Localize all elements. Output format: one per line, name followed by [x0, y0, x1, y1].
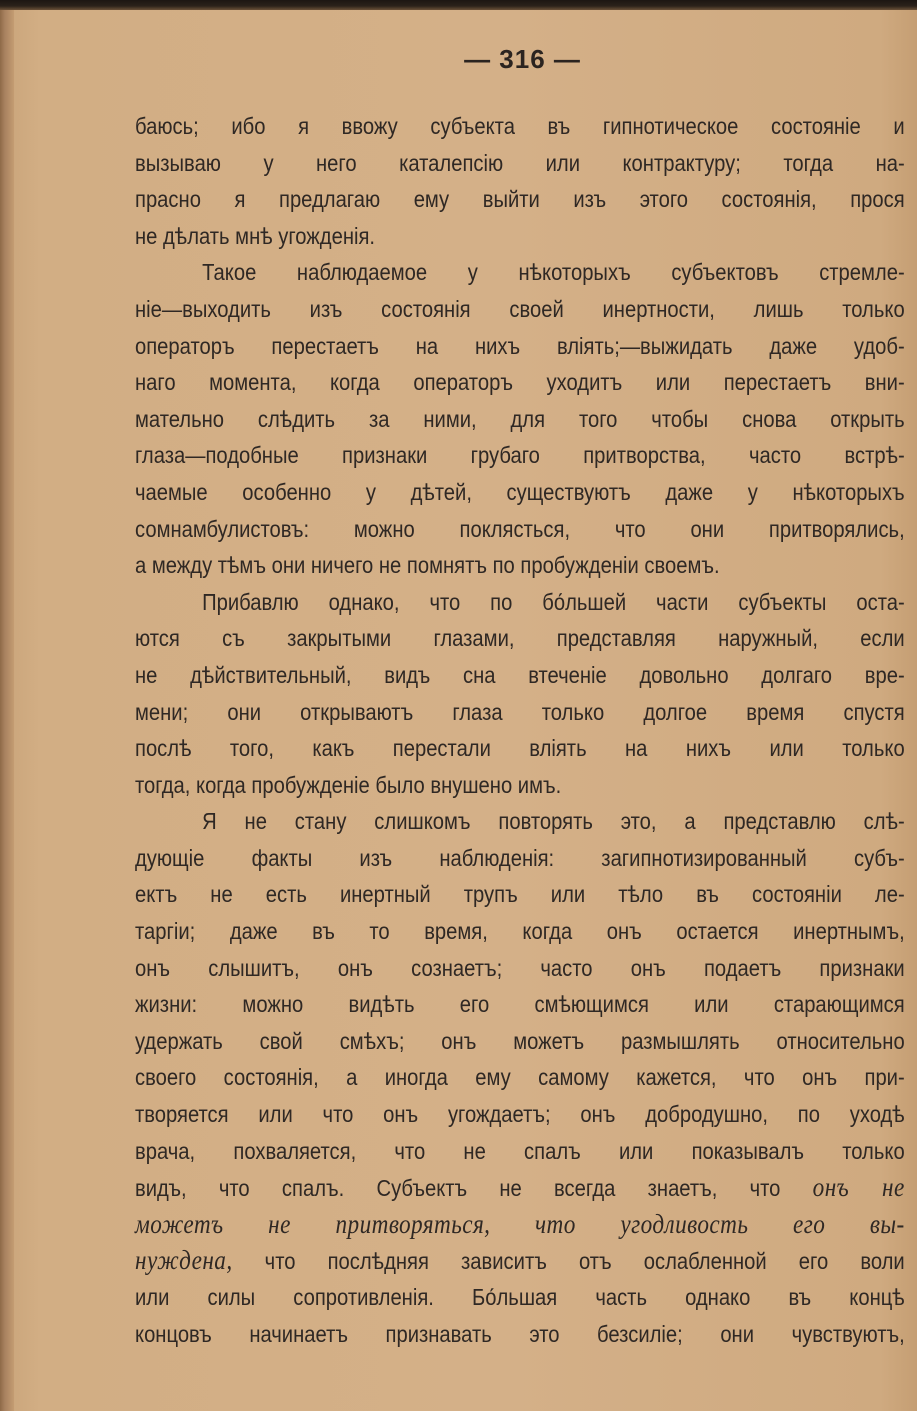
text-line: сомнамбулистовъ: можно поклясться, что они притворялись,: [135, 515, 905, 542]
text-line-mixed: [135, 1169, 905, 1206]
text-line-mixed: [135, 1242, 905, 1279]
text-line: онъ слышитъ, онъ сознаетъ; часто онъ подаетъ признаки: [135, 954, 905, 981]
scan-top-edge: [0, 0, 917, 10]
text-line: не дѣлать мнѣ угожденiя.: [135, 222, 376, 249]
text-segment: что послѣдняя зависитъ отъ ослабленной его воли: [264, 1248, 905, 1275]
text-line: а между тѣмъ они ничего не помнятъ по пробужденiи своемъ.: [135, 552, 720, 579]
text-line: чаемые особенно у дѣтей, существуютъ даже у нѣкоторыхъ: [135, 478, 905, 505]
paragraph-start-line: Я не стану слишкомъ повторять это, а представлю слѣ-: [202, 808, 905, 835]
text-line: прасно я предлагаю ему выйти изъ этого состоянiя, прося: [135, 186, 905, 213]
body-text: [135, 108, 905, 1352]
text-line: баюсь; ибо я ввожу субъекта въ гипнотическое состоянiе и: [135, 113, 905, 139]
text-line: творяется или что онъ угождаетъ; онъ добродушно, по уходѣ: [135, 1101, 905, 1128]
text-line: врача, похваляется, что не спалъ или показывалъ только: [135, 1137, 905, 1164]
text-line: мени; они открываютъ глаза только долгое время спустя: [135, 698, 905, 725]
italic-line: можетъ не притворяться, что угодливость его вы-: [135, 1208, 905, 1239]
text-line: вызываю у него каталепсiю или контрактуру; тогда на-: [135, 149, 905, 176]
italic-segment: нуждена,: [135, 1245, 233, 1276]
text-line: не дѣйствительный, видъ сна втеченiе довольно долгаго вре-: [135, 661, 905, 688]
paragraph-start-line: Такое наблюдаемое у нѣкоторыхъ субъектовъ стремле-: [202, 259, 905, 286]
text-line: наго момента, когда операторъ уходитъ или перестаетъ вни-: [135, 369, 905, 396]
text-line: нiе—выходить изъ состоянiя своей инертности, лишь только: [135, 295, 905, 322]
text-line: ются съ закрытыми глазами, представляя наружный, если: [135, 625, 905, 652]
text-line: глаза—подобные признаки грубаго притворства, часто встрѣ-: [135, 442, 905, 469]
text-line: послѣ того, какъ перестали влiять на нихъ или только: [135, 735, 905, 762]
page-gutter-edge: [0, 10, 14, 1411]
text-line: жизни: можно видѣть его смѣющимся или старающимся: [135, 991, 905, 1018]
text-line: операторъ перестаетъ на нихъ влiять;—выжидать даже удоб-: [135, 332, 905, 359]
text-line: дующiе факты изъ наблюденiя: загипнотизированный субъ-: [135, 844, 905, 871]
text-line: своего состоянiя, а иногда ему самому кажется, что онъ при-: [135, 1064, 905, 1091]
italic-segment: онъ не: [812, 1172, 905, 1203]
text-segment: видъ, что спалъ. Субъектъ не всегда знаетъ, что: [135, 1175, 781, 1202]
page-number: — 316 —: [464, 44, 581, 74]
text-line: или силы сопротивленiя. Бо́льшая часть однако въ концѣ: [135, 1284, 905, 1310]
text-line: ектъ не есть инертный трупъ или тѣло въ состоянiи ле-: [135, 881, 905, 908]
text-line: таргiи; даже въ то время, когда онъ остается инертнымъ,: [135, 918, 905, 945]
text-line: удержать свой смѣхъ; онъ можетъ размышлять относительно: [135, 1027, 905, 1054]
text-line: тогда, когда пробужденiе было внушено имъ.: [135, 771, 562, 798]
text-line: концовъ начинаетъ признавать это безсилiе; они чувствуютъ,: [135, 1320, 905, 1347]
text-line: мательно слѣдить за ними, для того чтобы снова открыть: [135, 405, 905, 432]
paragraph-start-line: Прибавлю однако, что по бо́льшей части субъекты оста-: [202, 588, 905, 615]
